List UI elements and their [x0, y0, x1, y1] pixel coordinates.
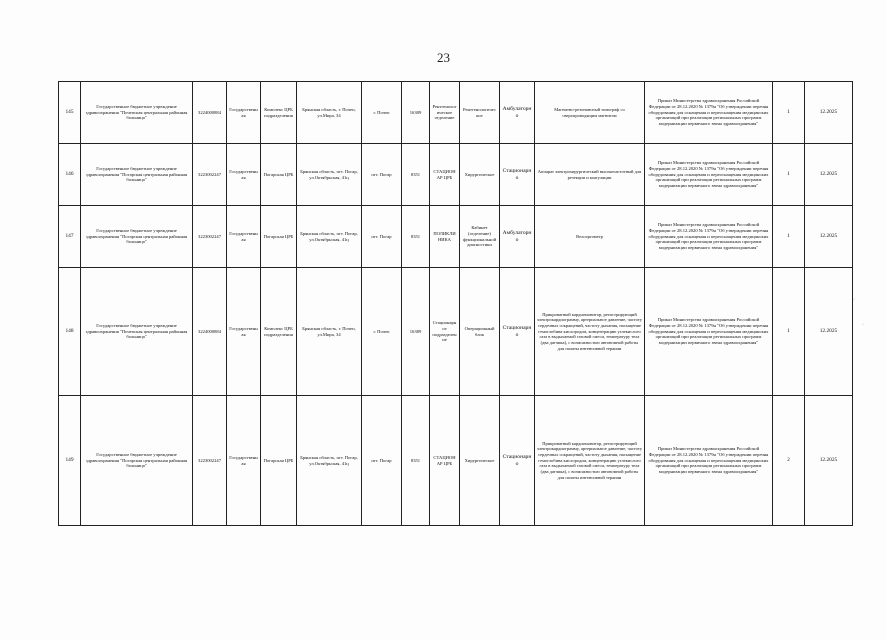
inn-code: 3224000884: [193, 82, 227, 144]
care-condition: Амбулаторно: [500, 82, 535, 144]
structural-unit: СТАЦИОНАР ЦРБ: [430, 144, 460, 206]
equipment-name: Магнитно-резонансный томограф со сверхпроводящим магнитом: [535, 82, 645, 144]
care-condition: Стационарно: [500, 144, 535, 206]
table-row: [59, 268, 853, 396]
equipment-name: Аппарат электрохирургический высокочастотный для резекции и коагуляции: [535, 144, 645, 206]
locality: пгт. Погар: [362, 144, 402, 206]
facility-code: 16389: [402, 82, 430, 144]
ownership-type: Государственная: [227, 206, 261, 268]
table-row: [59, 82, 853, 144]
delivery-date: 12.2025: [805, 144, 853, 206]
locality: г. Почеп: [362, 82, 402, 144]
locality: пгт. Погар: [362, 206, 402, 268]
table-row: [59, 144, 853, 206]
row-number: 149: [59, 396, 81, 526]
facility-address: Брянская область, г. Почеп, ул.Мира, 34: [297, 82, 362, 144]
quantity: 1: [773, 206, 805, 268]
facility-type: Погарская ЦРБ: [261, 144, 297, 206]
equipment-name: Прикроватный кардиомонитор, регистрирующий электрокардиограмму, артериальное давление, частоту сердечных сокращений, частоту дыхания, насыщение гемоглобина кислородом, концентрацию углекислого газа в выдыхаемой газовой смеси, температуру тела (два датчика), с возможностью автономной работы для палаты интенсивной терапии: [535, 268, 645, 396]
facility-type: Комплекс ЦРБ подразделения: [261, 268, 297, 396]
structural-unit: Стационарное подразделение: [430, 268, 460, 396]
care-condition: Стационарно: [500, 396, 535, 526]
page-number: 23: [437, 50, 450, 65]
structural-unit: СТАЦИОНАР ЦРБ: [430, 396, 460, 526]
row-number: 147: [59, 206, 81, 268]
facility-type: Комплекс ЦРБ подразделения: [261, 82, 297, 144]
organization-name: Государственное бюджетное учреждение здравоохранения "Почепская центральная районная больница": [81, 268, 193, 396]
department: Хирургическое: [460, 144, 500, 206]
ownership-type: Государственная: [227, 144, 261, 206]
regulatory-order: Приказ Министерства здравоохранения Российской Федерации от 28.12.2020 № 1379н "Об утверждении перечня оборудования для оснащения и переоснащения медицинских организаций при реализации региональных программ модернизации первичного звена здравоохранения": [645, 144, 773, 206]
organization-name: Государственное бюджетное учреждение здравоохранения "Почепская центральная районная больница": [81, 82, 193, 144]
inn-code: 3223002247: [193, 206, 227, 268]
department: Кабинет (отделение) функциональной диагностики: [460, 206, 500, 268]
quantity: 1: [773, 144, 805, 206]
care-condition: Амбулаторно: [500, 206, 535, 268]
row-number: 146: [59, 144, 81, 206]
regulatory-order: Приказ Министерства здравоохранения Российской Федерации от 28.12.2020 № 1379н "Об утверждении перечня оборудования для оснащения и переоснащения медицинских организаций при реализации региональных программ модернизации первичного звена здравоохранения": [645, 82, 773, 144]
department: Рентгенологическое: [460, 82, 500, 144]
inn-code: 3223002247: [193, 144, 227, 206]
regulatory-order: Приказ Министерства здравоохранения Российской Федерации от 28.12.2020 № 1379н "Об утверждении перечня оборудования для оснащения и переоснащения медицинских организаций при реализации региональных программ модернизации первичного звена здравоохранения": [645, 206, 773, 268]
facility-code: 8351: [402, 144, 430, 206]
regulatory-order: Приказ Министерства здравоохранения Российской Федерации от 28.12.2020 № 1379н "Об утверждении перечня оборудования для оснащения и переоснащения медицинских организаций при реализации региональных программ модернизации первичного звена здравоохранения": [645, 396, 773, 526]
facility-address: Брянская область, пгт. Погар, ул.Октябрьская, 41ц: [297, 144, 362, 206]
organization-name: Государственное бюджетное учреждение здравоохранения "Погарская центральная районная больница": [81, 206, 193, 268]
equipment-name: Велоэргометр: [535, 206, 645, 268]
row-number: 148: [59, 268, 81, 396]
facility-type: Погарская ЦРБ: [261, 206, 297, 268]
structural-unit: Рентгенологическое отделение: [430, 82, 460, 144]
quantity: 1: [773, 268, 805, 396]
inn-code: 3224000884: [193, 268, 227, 396]
facility-address: Брянская область, пгт. Погар, ул.Октябрьская, 41ц: [297, 396, 362, 526]
ownership-type: Государственная: [227, 268, 261, 396]
facility-code: 16389: [402, 268, 430, 396]
facility-type: Погарская ЦРБ: [261, 396, 297, 526]
delivery-date: 12.2025: [805, 268, 853, 396]
structural-unit: ПОЛИКЛИНИКА: [430, 206, 460, 268]
delivery-date: 12.2025: [805, 82, 853, 144]
equipment-table: [58, 81, 853, 526]
organization-name: Государственное бюджетное учреждение здравоохранения "Погарская центральная районная больница": [81, 144, 193, 206]
margin-mark: ·: [862, 322, 864, 328]
department: Хирургическое: [460, 396, 500, 526]
quantity: 2: [773, 396, 805, 526]
equipment-name: Прикроватный кардиомонитор, регистрирующий электрокардиограмму, артериальное давление, частоту сердечных сокращений, частоту дыхания, насыщение гемоглобина кислородом, концентрацию углекислого газа в выдыхаемой газовой смеси, температуру тела (два датчика), с возможностью автономной работы для палаты интенсивной терапии: [535, 396, 645, 526]
ownership-type: Государственная: [227, 82, 261, 144]
facility-code: 8351: [402, 206, 430, 268]
table-row: [59, 206, 853, 268]
row-number: 145: [59, 82, 81, 144]
facility-address: Брянская область, пгт. Погар, ул.Октябрьская, 41ц: [297, 206, 362, 268]
quantity: 1: [773, 82, 805, 144]
inn-code: 3223002247: [193, 396, 227, 526]
delivery-date: 12.2025: [805, 396, 853, 526]
delivery-date: 12.2025: [805, 206, 853, 268]
margin-mark: ·: [853, 297, 855, 303]
care-condition: Стационарно: [500, 268, 535, 396]
ownership-type: Государственная: [227, 396, 261, 526]
locality: пгт. Погар: [362, 396, 402, 526]
regulatory-order: Приказ Министерства здравоохранения Российской Федерации от 28.12.2020 № 1379н "Об утверждении перечня оборудования для оснащения и переоснащения медицинских организаций при реализации региональных программ модернизации первичного звена здравоохранения": [645, 268, 773, 396]
locality: г. Почеп: [362, 268, 402, 396]
organization-name: Государственное бюджетное учреждение здравоохранения "Погарская центральная районная больница": [81, 396, 193, 526]
facility-code: 8351: [402, 396, 430, 526]
table-row: [59, 396, 853, 526]
facility-address: Брянская область, г. Почеп, ул.Мира, 34: [297, 268, 362, 396]
department: Операционный блок: [460, 268, 500, 396]
